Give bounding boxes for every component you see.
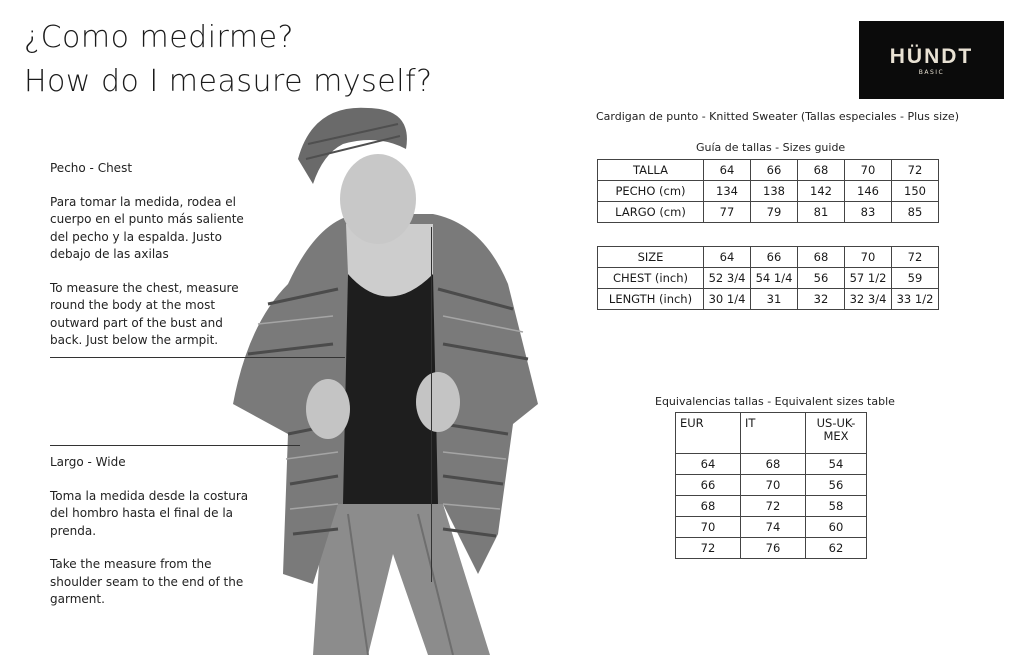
- table-row: [598, 247, 939, 268]
- product-caption: Cardigan de punto - Knitted Sweater (Tallas especiales - Plus size): [596, 110, 959, 123]
- table-cell: 30 1/4: [704, 289, 751, 310]
- table-cell: 64: [676, 454, 741, 475]
- table-cell: 32: [798, 289, 845, 310]
- table-cell: 142: [798, 181, 845, 202]
- brand-logo: [859, 21, 1004, 99]
- table-cell: 32 3/4: [845, 289, 892, 310]
- table-header-row: [676, 413, 867, 454]
- table-cell: 83: [845, 202, 892, 223]
- table-cell: 52 3/4: [704, 268, 751, 289]
- length-text-en: Take the measure from the shoulder seam to the end of the garment.: [50, 557, 244, 606]
- table-cell: 150: [892, 181, 939, 202]
- table-row: [676, 454, 867, 475]
- table-cell: 70: [845, 247, 892, 268]
- table-cell: 68: [741, 454, 806, 475]
- table-row: [598, 160, 939, 181]
- table-cell: 70: [676, 517, 741, 538]
- table-cell: 66: [676, 475, 741, 496]
- table-cell: 54: [806, 454, 867, 475]
- table-cell: 72: [892, 160, 939, 181]
- length-text-es: Toma la medida desde la costura del hombro hasta el final de la prenda.: [50, 488, 249, 538]
- table-cell: 74: [741, 517, 806, 538]
- column-header-eur: EUR: [676, 413, 741, 454]
- table-cell: 33 1/2: [892, 289, 939, 310]
- table-cell: 58: [806, 496, 867, 517]
- table-cell: LARGO (cm): [598, 202, 704, 223]
- chest-instructions: [50, 160, 255, 366]
- table-cell: 68: [798, 247, 845, 268]
- table-cell: 66: [751, 160, 798, 181]
- table-cell: 56: [798, 268, 845, 289]
- table-cell: SIZE: [598, 247, 704, 268]
- table-cell: 72: [741, 496, 806, 517]
- length-vertical-line: [431, 227, 432, 582]
- table-cell: 68: [798, 160, 845, 181]
- table-cell: LENGTH (inch): [598, 289, 704, 310]
- table-cell: 57 1/2: [845, 268, 892, 289]
- table-cell: 70: [845, 160, 892, 181]
- table-cell: 138: [751, 181, 798, 202]
- table-row: [598, 268, 939, 289]
- column-header-us-uk-mex: US-UK-MEX: [806, 413, 867, 454]
- page-title-english: How do I measure myself?: [24, 64, 433, 99]
- table-cell: 56: [806, 475, 867, 496]
- table-row: [598, 289, 939, 310]
- table-cell: 85: [892, 202, 939, 223]
- length-measure-line: [50, 445, 300, 446]
- table-row: [598, 181, 939, 202]
- table-cell: 81: [798, 202, 845, 223]
- size-guide-caption: Guía de tallas - Sizes guide: [696, 141, 846, 154]
- brand-name: HÜNDT: [889, 45, 974, 68]
- table-row: [676, 475, 867, 496]
- table-cell: 64: [704, 247, 751, 268]
- size-table-cm: [597, 159, 939, 223]
- table-row: [676, 496, 867, 517]
- table-cell: 62: [806, 538, 867, 559]
- table-cell: 31: [751, 289, 798, 310]
- chest-text-en: To measure the chest, measure round the body at the most outward part of the bust and back. Just below the armpit.: [50, 280, 239, 347]
- table-cell: TALLA: [598, 160, 704, 181]
- table-cell: 146: [845, 181, 892, 202]
- page-title-spanish: ¿Como medirme?: [24, 20, 294, 55]
- table-cell: 79: [751, 202, 798, 223]
- table-cell: 72: [676, 538, 741, 559]
- table-cell: 76: [741, 538, 806, 559]
- table-row: [598, 202, 939, 223]
- size-table-inch: [597, 246, 939, 310]
- table-cell: 70: [741, 475, 806, 496]
- model-figure: [233, 108, 538, 655]
- length-title: Largo - Wide: [50, 455, 126, 469]
- table-cell: 66: [751, 247, 798, 268]
- table-row: [676, 538, 867, 559]
- table-row: [676, 517, 867, 538]
- length-instructions: [50, 454, 255, 625]
- table-cell: 72: [892, 247, 939, 268]
- table-cell: 54 1/4: [751, 268, 798, 289]
- equivalent-sizes-table: [675, 412, 867, 559]
- table-cell: 68: [676, 496, 741, 517]
- chest-text-es: Para tomar la medida, rodea el cuerpo en el punto más saliente del pecho y la espalda. Justo debajo de las axilas: [50, 194, 244, 261]
- table-cell: 60: [806, 517, 867, 538]
- table-cell: 64: [704, 160, 751, 181]
- model-photo: [228, 104, 543, 655]
- table-cell: 134: [704, 181, 751, 202]
- equivalent-sizes-caption: Equivalencias tallas - Equivalent sizes table: [655, 395, 895, 408]
- chest-title: Pecho - Chest: [50, 161, 133, 175]
- column-header-it: IT: [741, 413, 806, 454]
- table-cell: 59: [892, 268, 939, 289]
- table-cell: PECHO (cm): [598, 181, 704, 202]
- brand-subline: BASIC: [918, 69, 945, 76]
- table-cell: CHEST (inch): [598, 268, 704, 289]
- table-cell: 77: [704, 202, 751, 223]
